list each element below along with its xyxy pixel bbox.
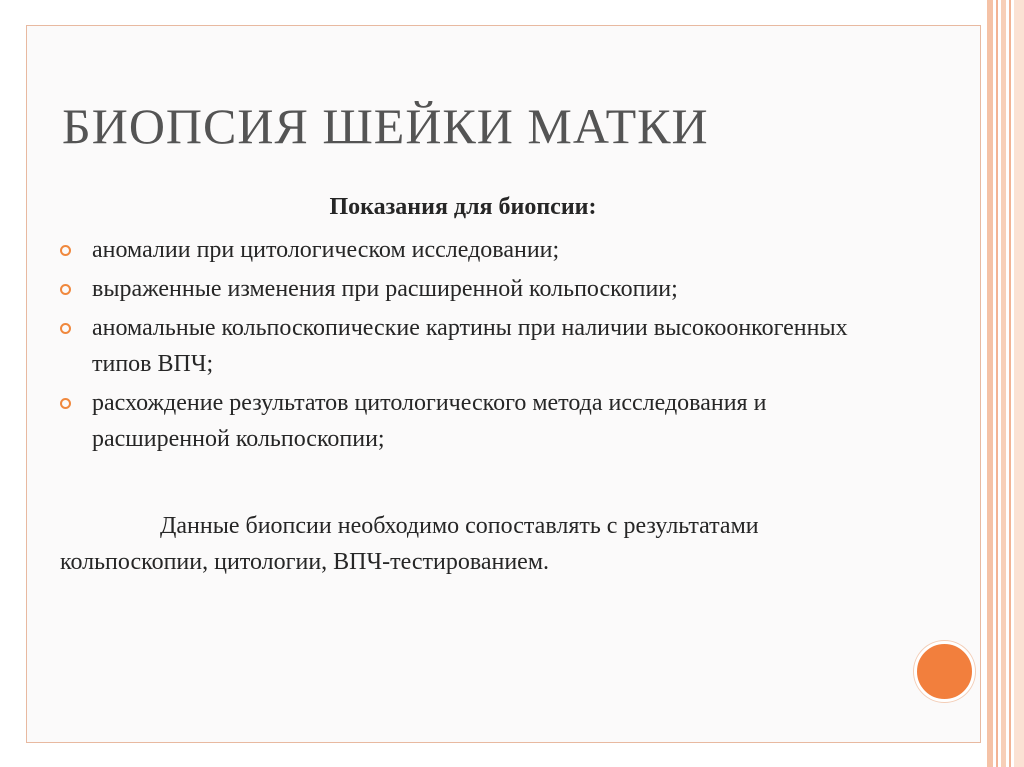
circle-outline-bullet-icon bbox=[60, 398, 71, 409]
decor-stripe bbox=[996, 0, 998, 767]
bullet-list bbox=[60, 232, 880, 460]
circle-outline-bullet-icon bbox=[60, 323, 71, 334]
decor-stripe bbox=[987, 0, 993, 767]
bullet-item bbox=[60, 271, 880, 307]
bullet-item bbox=[60, 385, 880, 457]
decor-stripe bbox=[1009, 0, 1011, 767]
circle-outline-bullet-icon bbox=[60, 284, 71, 295]
bullet-item bbox=[60, 232, 880, 268]
slide-subtitle: Показания для биопсии: bbox=[329, 194, 597, 220]
bullet-text: аномальные кольпоскопические картины при наличии высокоонкогенных типов ВПЧ; bbox=[92, 315, 848, 377]
slide-title: БИОПСИЯ ШЕЙКИ МАТКИ bbox=[62, 98, 709, 154]
decor-stripe bbox=[1001, 0, 1006, 767]
bullet-text: расхождение результатов цитологического метода исследования и расширенной кольпоскопии; bbox=[92, 390, 767, 452]
summary-paragraph: Данные биопсии необходимо сопоставлять с результатами кольпоскопии, цитологии, ВПЧ-тестированием. bbox=[60, 513, 759, 575]
orange-circle-icon bbox=[914, 641, 975, 702]
bullet-text: выраженные изменения при расширенной кольпоскопии; bbox=[92, 276, 678, 302]
decor-stripe bbox=[1014, 0, 1024, 767]
bullet-text: аномалии при цитологическом исследовании; bbox=[92, 237, 560, 263]
circle-outline-bullet-icon bbox=[60, 245, 71, 256]
bullet-item bbox=[60, 310, 880, 382]
